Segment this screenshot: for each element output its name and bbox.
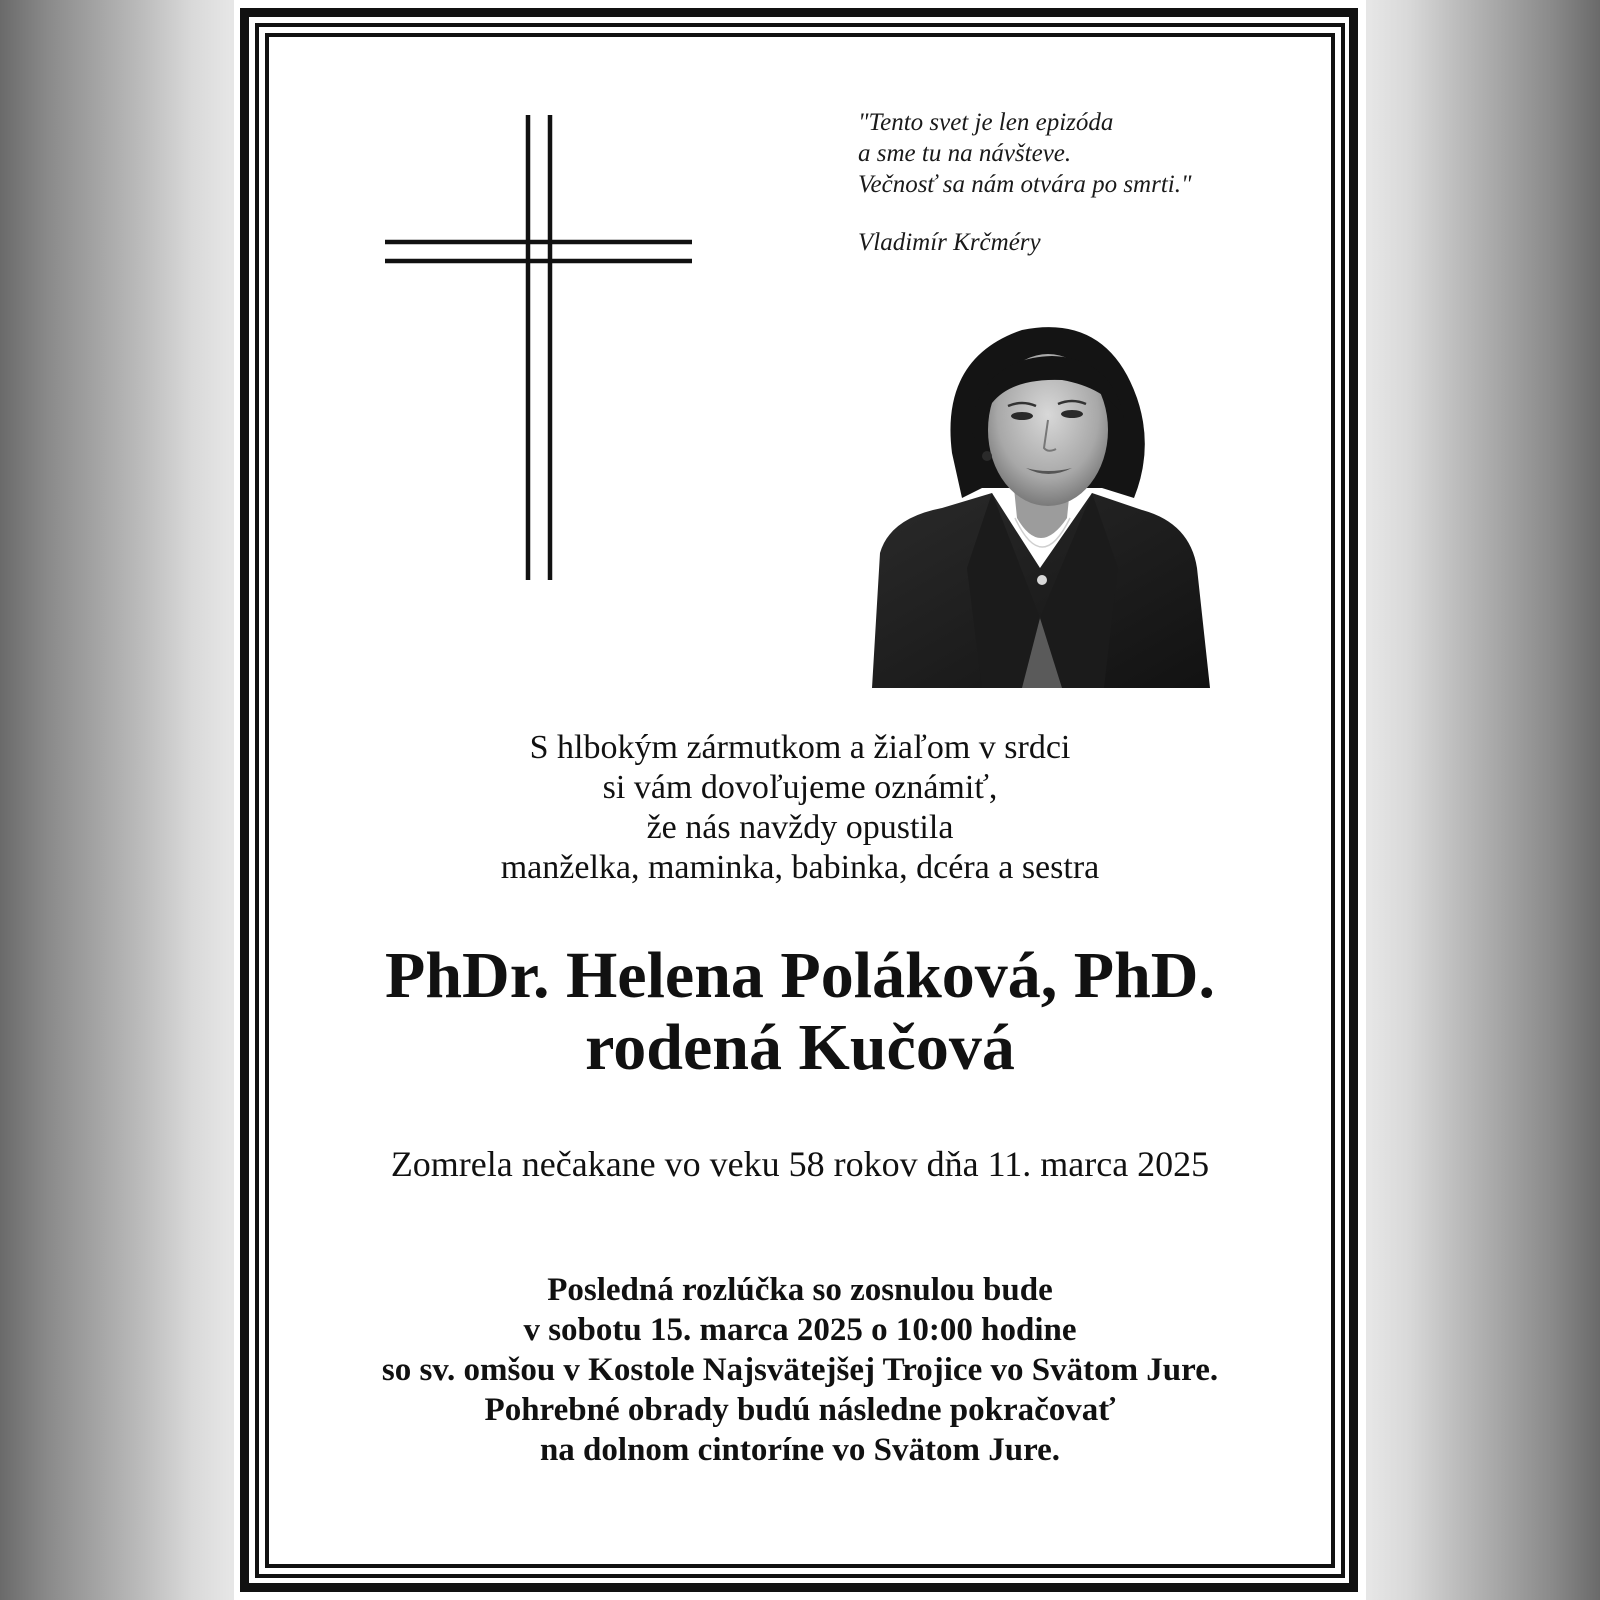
death-date-line: Zomrela nečakane vo veku 58 rokov dňa 11. marca 2025 [390, 1144, 1210, 1184]
portrait-photo [872, 318, 1210, 688]
maiden-name: rodená Kučová [585, 1011, 1015, 1084]
funeral-line: na dolnom cintoríne vo Svätom Jure. [539, 1432, 1061, 1468]
intro-line: S hlbokým zármutkom a žiaľom v srdci [529, 729, 1071, 766]
intro-line: že nás navždy opustila [646, 809, 954, 846]
epigraph-line: "Tento svet je len epizóda [858, 109, 1114, 136]
intro-line: manželka, maminka, babinka, dcéra a sestra [500, 849, 1100, 886]
funeral-line: so sv. omšou v Kostole Najsvätejšej Trojice vo Svätom Jure. [381, 1352, 1219, 1388]
deceased-name: PhDr. Helena Poláková, PhD. [385, 939, 1215, 1012]
funeral-details [270, 1270, 1330, 1470]
epigraph-author: Vladimír Krčméry [858, 229, 1041, 256]
funeral-line: v sobotu 15. marca 2025 o 10:00 hodine [523, 1312, 1077, 1348]
epigraph-line: a sme tu na návšteve. [858, 140, 1072, 167]
epigraph [858, 107, 1298, 258]
intro-line: si vám dovoľujeme oznámiť, [602, 769, 998, 806]
announcement-intro [280, 728, 1320, 888]
funeral-line: Posledná rozlúčka so zosnulou bude [547, 1272, 1053, 1308]
epigraph-line: Večnosť sa nám otvára po smrti." [858, 171, 1192, 198]
deceased-name-block [280, 940, 1320, 1084]
cross-icon [380, 115, 700, 585]
funeral-line: Pohrebné obrady budú následne pokračovať [484, 1392, 1116, 1428]
